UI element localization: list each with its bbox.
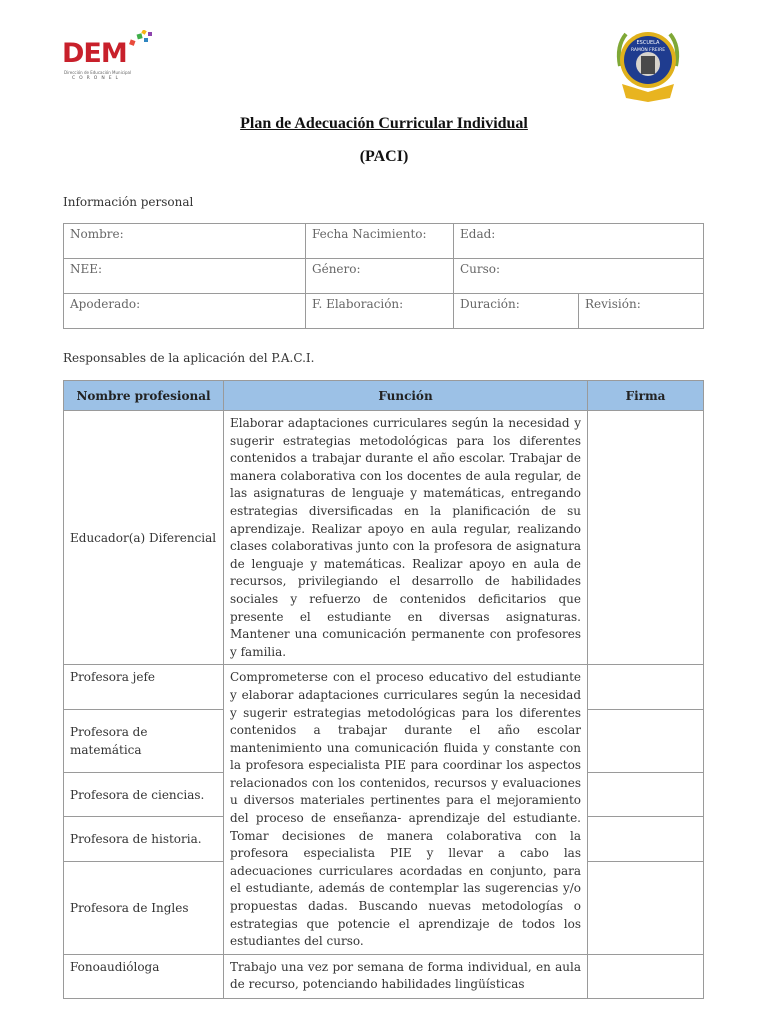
birthdate-field[interactable]: Fecha Nacimiento: [306, 224, 454, 259]
dem-logo [62, 30, 154, 82]
professional-name: Profesora jefe [64, 665, 224, 709]
responsibles-table [63, 380, 704, 999]
dem-logo-text: DEM [62, 38, 127, 69]
school-badge-logo [612, 26, 684, 106]
school-badge-icon [612, 26, 684, 106]
guardian-field[interactable]: Apoderado: [64, 294, 306, 329]
elaboration-date-field[interactable]: F. Elaboración: [306, 294, 454, 329]
dem-logo-city: CORONEL [72, 76, 123, 81]
signature-cell[interactable] [588, 709, 704, 772]
svg-text:ESCUELA: ESCUELA [636, 40, 660, 46]
duration-field[interactable]: Duración: [454, 294, 579, 329]
dem-logo-subtitle: Dirección de Educación Municipal [64, 70, 132, 75]
signature-cell[interactable] [588, 411, 704, 665]
professional-function: Trabajo una vez por semana de forma individual, en aula de recurso, potenciando habilidades lingüísticas [224, 954, 588, 998]
table-row [64, 411, 704, 665]
age-field[interactable]: Edad: [454, 224, 704, 259]
professional-name: Profesora de matemática [64, 709, 224, 772]
professional-name: Educador(a) Diferencial [64, 411, 224, 665]
shared-function: Comprometerse con el proceso educativo del estudiante y elaborar adaptaciones curriculares según la necesidad y sugerir estrategias metodológicas para los diferentes contenidos a trabajar durante el año escolar mantenimiento una comunicación fluida y constante con la profesora especialista PIE para coordinar los aspectos relacionados con los contenidos, recursos y evaluaciones u diversos materiales pertinentes para el mejoramiento del proceso de enseñanza- aprendizaje del estudiante. Tomar decisiones de manera colaborativa con la profesora especialista PIE y llevar a cabo las adecuaciones curriculares acordadas en conjunto, para el estudiante, además de contemplar las sugerencias y/o propuestas dadas. Buscando nuevas metodologías o estrategias que potencie el aprendizaje de todos los estudiantes del curso. [224, 665, 588, 955]
signature-cell[interactable] [588, 773, 704, 817]
col-header-signature: Firma [588, 381, 704, 411]
table-header-row [64, 381, 704, 411]
professional-name: Profesora de ciencias. [64, 773, 224, 817]
responsibles-heading: Responsables de la aplicación del P.A.C.I. [63, 351, 315, 365]
signature-cell[interactable] [588, 817, 704, 861]
col-header-name: Nombre profesional [64, 381, 224, 411]
professional-name: Profesora de historia. [64, 817, 224, 861]
professional-function: Elaborar adaptaciones curriculares según la necesidad y sugerir estrategias metodológicas para los diferentes contenidos a trabajar durante el año escolar. Trabajar de manera colaborativa con los docentes de aula regular, de las asignaturas de lenguaje y matemáticas, entregando estrategias diversificadas en la planificación de su aprendizaje. Realizar apoyo en aula regular, realizando clases colaborativas junto con la profesora de asignatura de lenguaje y matemáticas. Realizar apoyo en aula de recursos, privilegiando el desarrollo de habilidades sociales y refuerzo de contenidos deficitarios que presente el estudiante en diversas asignaturas. Mantener una comunicación permanente con profesores y familia. [224, 411, 588, 665]
name-field[interactable]: Nombre: [64, 224, 306, 259]
confetti-icon [128, 30, 154, 52]
document-subtitle: (PACI) [359, 148, 409, 165]
svg-text:RAMÓN FREIRE: RAMÓN FREIRE [630, 48, 666, 53]
nee-field[interactable]: NEE: [64, 259, 306, 294]
professional-name: Fonoaudióloga [64, 954, 224, 998]
table-row [64, 954, 704, 998]
course-field[interactable]: Curso: [454, 259, 704, 294]
signature-cell[interactable] [588, 861, 704, 954]
revision-field[interactable]: Revisión: [579, 294, 704, 329]
personal-info-table [63, 223, 704, 329]
table-row [64, 665, 704, 709]
signature-cell[interactable] [588, 665, 704, 709]
personal-info-heading: Información personal [63, 195, 194, 209]
col-header-function: Función [224, 381, 588, 411]
signature-cell[interactable] [588, 954, 704, 998]
document-title: Plan de Adecuación Curricular Individual [240, 115, 528, 132]
professional-name: Profesora de Ingles [64, 861, 224, 954]
gender-field[interactable]: Género: [306, 259, 454, 294]
